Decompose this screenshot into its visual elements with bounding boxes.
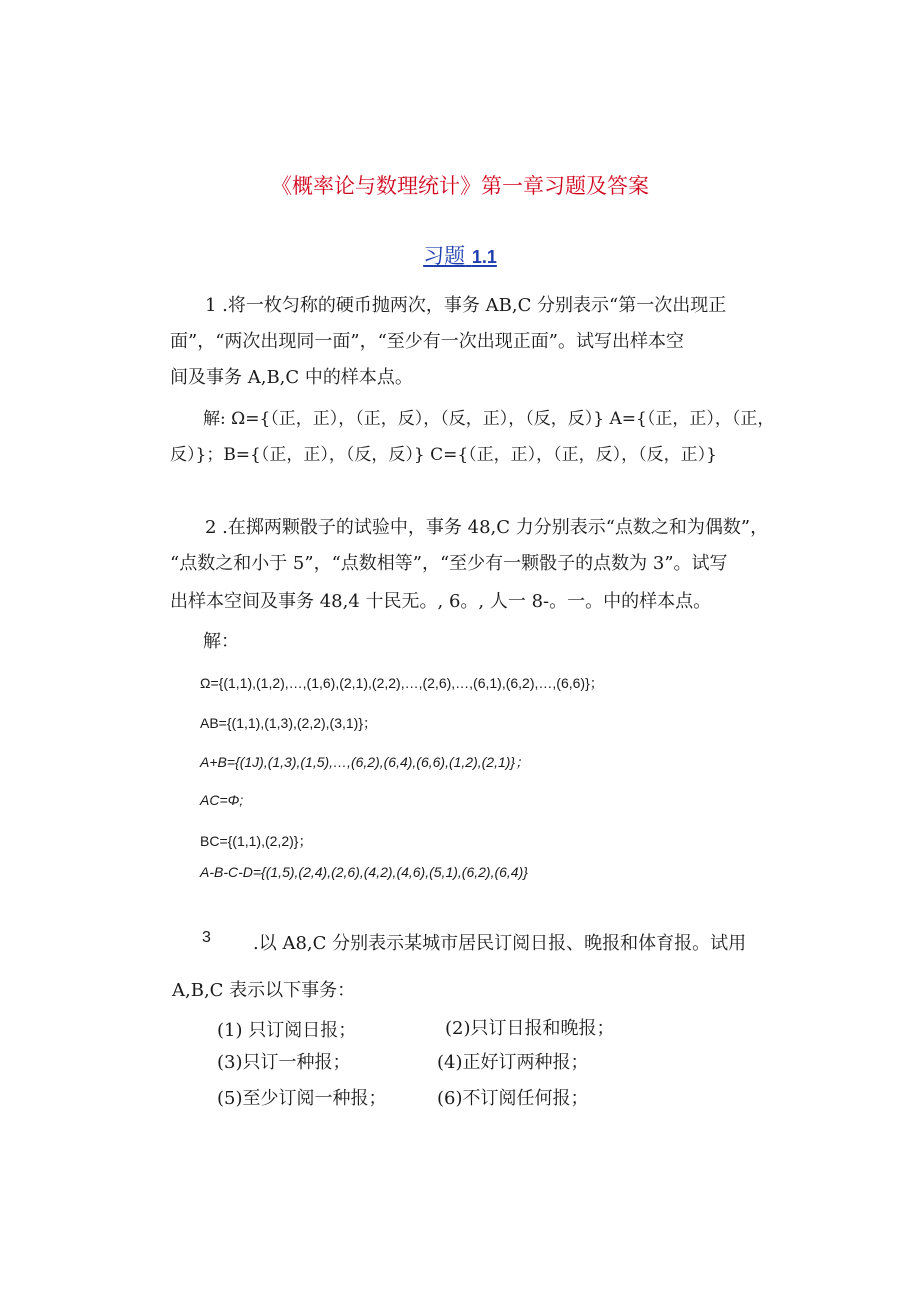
problem3-item-1: (1) 只订阅日报；: [217, 1020, 357, 1041]
problem3-item-6: (6)不订阅任何报；: [437, 1088, 589, 1109]
problem3-item-3: (3)只订一种报；: [217, 1052, 351, 1073]
section-number: 1.1: [471, 247, 497, 267]
section-label: 习题: [423, 244, 466, 268]
problem2-solution-ac: AC=Φ;: [200, 792, 244, 808]
problem2-line-3: 出样本空间及事务 48,4 十民无。, 6。, 人一 8-。一。中的样本点。: [170, 591, 712, 612]
problem1-line-1: 1 .将一枚匀称的硬币抛两次，事务 AB,C 分别表示“第一次出现正: [205, 295, 727, 316]
problem3-item-5: (5)至少订阅一种报；: [217, 1088, 387, 1109]
problem3-line-2: A,B,C 表示以下事务：: [172, 980, 356, 1001]
problem3-item-4: (4)正好订两种报；: [437, 1052, 589, 1073]
section-heading: [0, 240, 920, 270]
page-title: 《概率论与数理统计》第一章习题及答案: [271, 174, 649, 198]
problem2-solution-ab: AB={(1,1),(1,3),(2,2),(3,1)}；: [200, 715, 378, 731]
problem3-item-2: (2)只订日报和晚报；: [445, 1018, 615, 1039]
problem2-solution-bc: BC={(1,1),(2,2)}；: [200, 833, 313, 849]
problem2-line-2: “点数之和小于 5”，“点数相等”，“至少有一颗骰子的点数为 3”。试写: [170, 553, 728, 574]
problem2-solution-a-plus-b: A+B={(1J),(1,3),(1,5),…,(6,2),(6,4),(6,6),(1,2),(2,1)}；: [200, 754, 530, 770]
problem2-line-1: 2 .在掷两颗骰子的试验中，事务 48,C 力分别表示“点数之和为偶数”，: [205, 517, 769, 538]
problem1-line-2: 面”，“两次出现同一面”，“至少有一次出现正面”。试写出样本空: [170, 331, 685, 352]
problem1-solution-2: 反）}；B={（正，正），（反，反）} C={（正，正），（正，反），（反，正）}: [170, 445, 717, 465]
problem2-solution-label: 解：: [203, 631, 239, 652]
problem1-line-3: 间及事务 A,B,C 中的样本点。: [170, 367, 413, 388]
problem3-number: 3: [202, 929, 211, 946]
problem3-line-1: .以 A8,C 分别表示某城市居民订阅日报、晚报和体育报。试用: [253, 933, 747, 954]
problem2-solution-omega: Ω={(1,1),(1,2),…,(1,6),(2,1),(2,2),…,(2,6),…,(6,1),(6,2),…,(6,6)}；: [200, 675, 604, 691]
problem1-solution-1: 解: Ω={（正，正），（正，反），（反，正），（反，反）} A={（正，正），（正，: [203, 409, 775, 429]
problem2-solution-abcd: A-B-C-D={(1,5),(2,4),(2,6),(4,2),(4,6),(5,1),(6,2),(6,4)}: [200, 864, 528, 880]
